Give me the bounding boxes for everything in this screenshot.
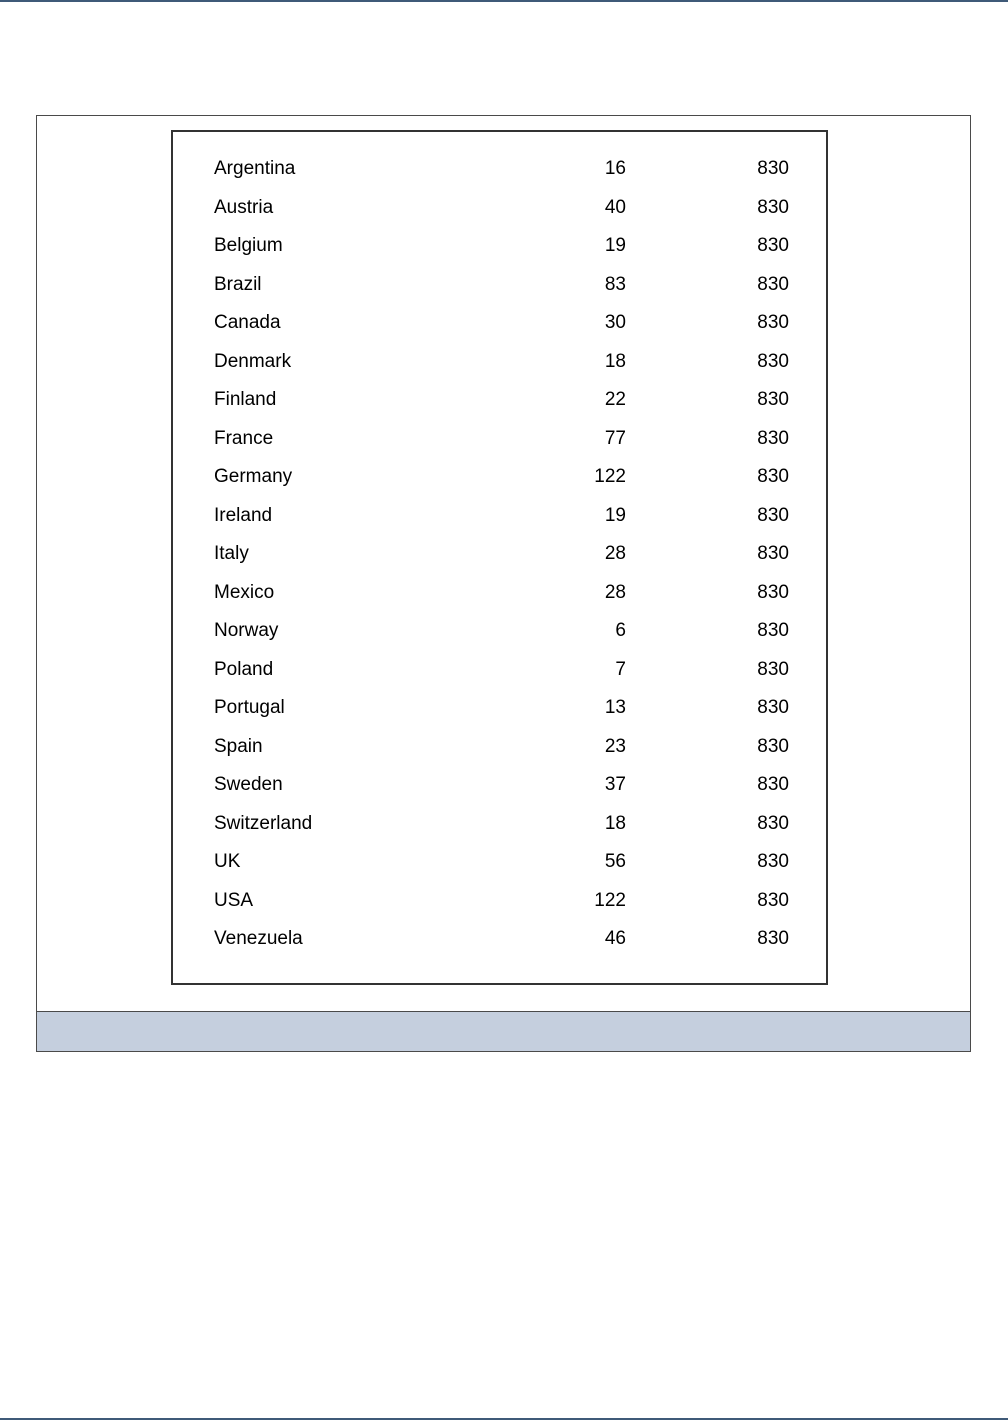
country-name: Belgium bbox=[214, 235, 283, 256]
country-name: Finland bbox=[214, 389, 277, 410]
table-row bbox=[173, 612, 826, 651]
country-count: 37 bbox=[604, 774, 626, 795]
total-value: 830 bbox=[757, 812, 789, 834]
country-name: Spain bbox=[214, 735, 263, 757]
table-row bbox=[173, 728, 826, 767]
total-value: 830 bbox=[757, 697, 789, 718]
country-count: 40 bbox=[604, 196, 626, 218]
country-name: Switzerland bbox=[214, 812, 313, 834]
country-name: Venezuela bbox=[214, 928, 303, 949]
country-count: 28 bbox=[604, 543, 626, 564]
country-name: Sweden bbox=[214, 774, 283, 795]
table-row bbox=[173, 574, 826, 613]
table-row bbox=[173, 805, 826, 844]
total-value: 830 bbox=[757, 196, 789, 218]
table-row bbox=[173, 497, 826, 536]
country-count: 46 bbox=[604, 928, 626, 949]
country-name: USA bbox=[214, 889, 254, 911]
total-value: 830 bbox=[757, 350, 789, 372]
country-count: 6 bbox=[615, 620, 626, 641]
country-count: 19 bbox=[604, 235, 626, 256]
country-count: 23 bbox=[604, 735, 626, 757]
country-name: Mexico bbox=[214, 581, 275, 603]
figure-frame bbox=[36, 115, 971, 1052]
country-name: UK bbox=[214, 851, 241, 872]
country-name: Norway bbox=[214, 620, 279, 641]
table-row bbox=[173, 304, 826, 343]
country-count: 7 bbox=[615, 658, 626, 680]
country-name: Germany bbox=[214, 466, 293, 487]
total-value: 830 bbox=[757, 774, 789, 795]
total-value: 830 bbox=[757, 620, 789, 641]
country-count: 28 bbox=[604, 581, 626, 603]
data-table bbox=[171, 130, 828, 985]
total-value: 830 bbox=[757, 658, 789, 680]
page-bottom-rule bbox=[0, 1418, 1008, 1420]
country-count: 13 bbox=[604, 697, 626, 718]
table-row bbox=[173, 882, 826, 921]
country-count: 83 bbox=[604, 273, 626, 295]
caption-band bbox=[37, 1011, 970, 1051]
table-row bbox=[173, 535, 826, 574]
total-value: 830 bbox=[757, 427, 789, 449]
country-name: Brazil bbox=[214, 273, 262, 295]
total-value: 830 bbox=[757, 273, 789, 295]
table-row bbox=[173, 189, 826, 228]
table-rows bbox=[173, 150, 826, 959]
total-value: 830 bbox=[757, 504, 789, 526]
total-value: 830 bbox=[757, 312, 789, 333]
table-row bbox=[173, 920, 826, 959]
table-row bbox=[173, 381, 826, 420]
country-name: Austria bbox=[214, 196, 274, 218]
table-row bbox=[173, 420, 826, 459]
total-value: 830 bbox=[757, 889, 789, 911]
country-count: 18 bbox=[604, 350, 626, 372]
country-count: 22 bbox=[604, 389, 626, 410]
country-count: 56 bbox=[604, 851, 626, 872]
country-count: 77 bbox=[604, 427, 626, 449]
country-name: Ireland bbox=[214, 504, 273, 526]
country-count: 19 bbox=[604, 504, 626, 526]
total-value: 830 bbox=[757, 928, 789, 949]
table-row bbox=[173, 458, 826, 497]
table-row bbox=[173, 150, 826, 189]
country-name: Canada bbox=[214, 312, 281, 333]
country-count: 16 bbox=[604, 158, 626, 179]
page-top-rule bbox=[0, 0, 1008, 2]
country-count: 122 bbox=[594, 466, 626, 487]
table-row bbox=[173, 266, 826, 305]
table-row bbox=[173, 651, 826, 690]
total-value: 830 bbox=[757, 851, 789, 872]
table-row bbox=[173, 689, 826, 728]
country-count: 30 bbox=[604, 312, 626, 333]
table-row bbox=[173, 766, 826, 805]
country-name: Denmark bbox=[214, 350, 292, 372]
country-name: Italy bbox=[214, 543, 249, 564]
total-value: 830 bbox=[757, 735, 789, 757]
country-count: 18 bbox=[604, 812, 626, 834]
total-value: 830 bbox=[757, 466, 789, 487]
country-name: France bbox=[214, 427, 274, 449]
country-name: Argentina bbox=[214, 158, 296, 179]
total-value: 830 bbox=[757, 158, 789, 179]
total-value: 830 bbox=[757, 235, 789, 256]
country-name: Poland bbox=[214, 658, 274, 680]
total-value: 830 bbox=[757, 581, 789, 603]
country-name: Portugal bbox=[214, 697, 285, 718]
table-row bbox=[173, 227, 826, 266]
table-row bbox=[173, 343, 826, 382]
table-row bbox=[173, 843, 826, 882]
total-value: 830 bbox=[757, 543, 789, 564]
total-value: 830 bbox=[757, 389, 789, 410]
country-count: 122 bbox=[594, 889, 626, 911]
